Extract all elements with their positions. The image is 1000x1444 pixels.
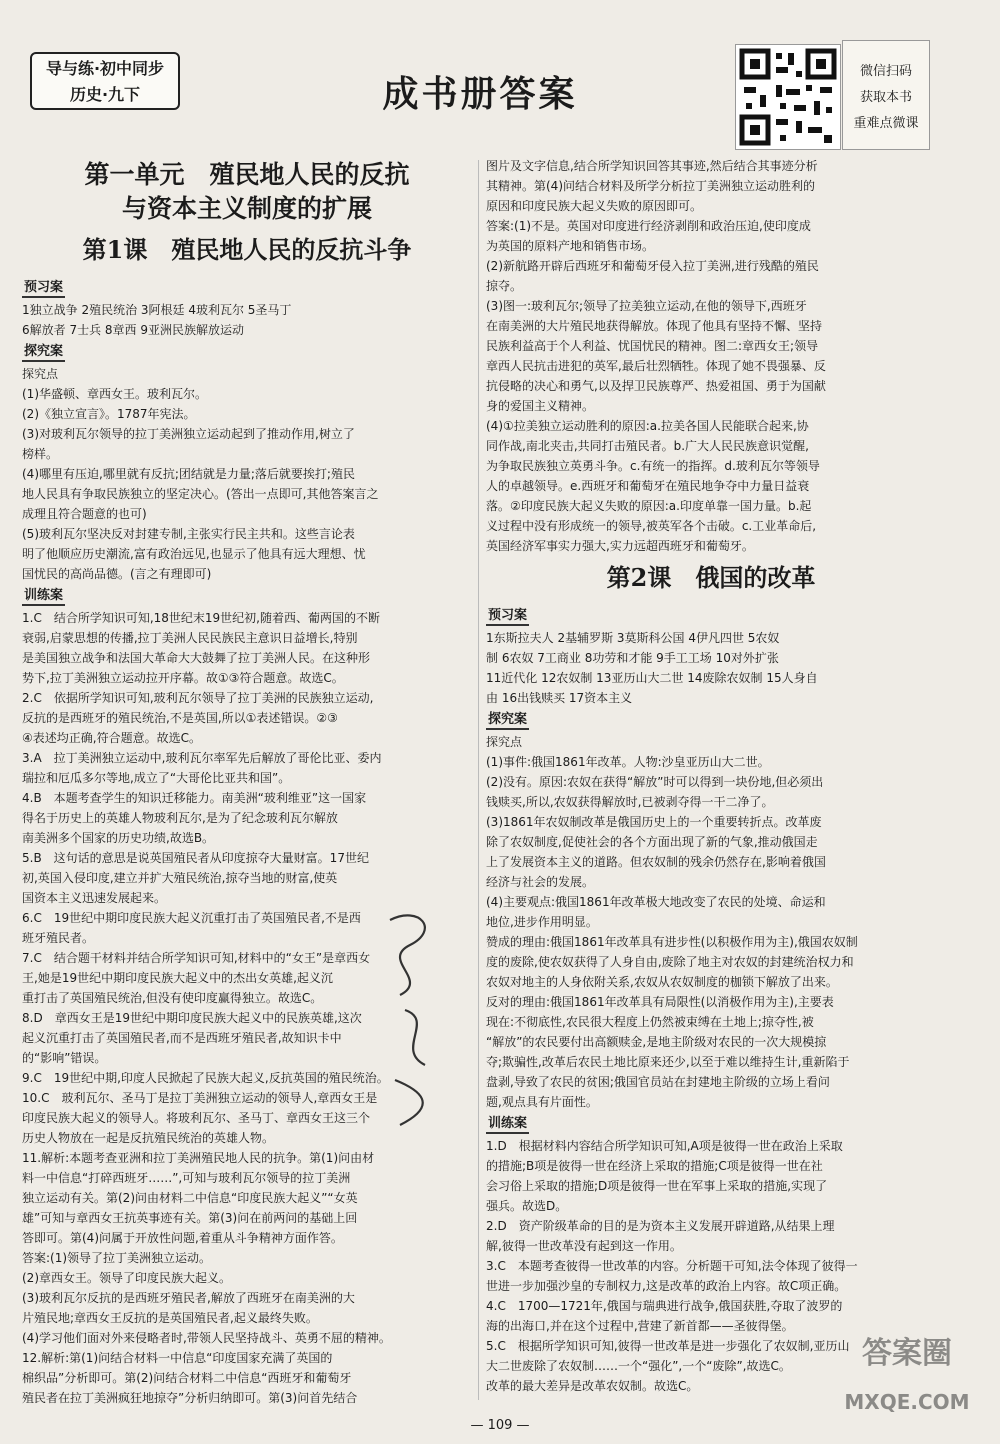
answer-line: 南美洲多个国家的历史功绩,故选B。: [22, 831, 215, 845]
answer-line: (3)玻利瓦尔反抗的是西班牙殖民者,解放了西班牙在南美洲的大: [22, 1291, 355, 1305]
answer-line: 同作战,南北夹击,共同打击殖民者。b.广大人民民族意识觉醒,: [486, 439, 809, 453]
answer-line: 的措施;B项是彼得一世在经济上采取的措施;C项是彼得一世在社: [486, 1159, 823, 1173]
answer-line: 5.C 根据所学知识可知,彼得一世改革是进一步强化了农奴制,亚历山: [486, 1339, 850, 1353]
answer-line: 身的爱国主义精神。: [486, 399, 595, 413]
answer-line: 题,观点具有片面性。: [486, 1095, 598, 1109]
answer-line: 10.C 玻利瓦尔、圣马丁是拉丁美洲独立运动的领导人,章西女王是: [22, 1091, 378, 1105]
answer-line: 势下,拉丁美洲独立运动拉开序幕。故①③符合题意。故选C。: [22, 671, 344, 685]
right-sections: [486, 604, 936, 1396]
answer-line: 强兵。故选D。: [486, 1199, 568, 1213]
section-tag: 预习案: [22, 280, 65, 298]
answer-line: 7.C 结合题干材料并结合所学知识可知,材料中的“女王”是章西女: [22, 951, 371, 965]
answer-line: 王,她是19世纪中期印度民族大起义中的杰出女英雄,起义沉: [22, 971, 333, 985]
answer-line: 棉织品”分析即可。第(2)问结合材料二中信息“西班牙和葡萄牙: [22, 1371, 352, 1385]
answer-line: 6解放者 7士兵 8章西 9亚洲民族解放运动: [22, 323, 244, 337]
answer-line: 1.C 结合所学知识可知,18世纪末19世纪初,随着西、葡两国的不断: [22, 611, 380, 625]
answer-line: 英国经济军事实力强大,实力远超西班牙和葡萄牙。: [486, 539, 754, 553]
left-column: [22, 156, 472, 1405]
qr-code-icon[interactable]: [735, 44, 841, 150]
answer-line: (1)华盛顿、章西女王。玻利瓦尔。: [22, 387, 207, 401]
answer-line: 钱赎买,所以,农奴获得解放时,已被剥夺得一干二净了。: [486, 795, 774, 809]
answer-line: 改革的最大差异是改革农奴制。故选C。: [486, 1379, 699, 1393]
qr-caption: [842, 40, 930, 150]
answer-line: 世进一步加强沙皇的专制权力,这是改革的政治上内容。故C项正确。: [486, 1279, 847, 1293]
answer-line: (4)主要观点:俄国1861年改革极大地改变了农民的处境、命运和: [486, 895, 826, 909]
answer-line: 2.C 依据所学知识可知,玻利瓦尔领导了拉丁美洲的民族独立运动,: [22, 691, 374, 705]
answer-line: 料一中信息“打碎西班牙……”,可知与玻利瓦尔领导的拉丁美洲: [22, 1171, 351, 1185]
watermark-url: MXQE.COM: [844, 1390, 970, 1414]
answer-line: 会习俗上采取的措施;D项是彼得一世在军事上采取的措施,实现了: [486, 1179, 828, 1193]
answer-line: 夺;欺骗性,改革后农民土地比原来还少,以至于难以维持生计,重新陷于: [486, 1055, 850, 1069]
answer-line: 反对的理由:俄国1861年改革具有局限性(以消极作用为主),主要表: [486, 995, 834, 1009]
answer-line: 大二世废除了农奴制……一个“强化”,一个“废除”,故选C。: [486, 1359, 791, 1373]
answer-line: ④表述均正确,符合题意。故选C。: [22, 731, 201, 745]
answer-line: 章西人民抗击进犯的英军,最后壮烈牺牲。体现了她不畏强暴、反: [486, 359, 826, 373]
answer-line: 其精神。第(4)问结合材料及所学分析拉丁美洲独立运动胜利的: [486, 179, 816, 193]
answer-line: 为英国的原料产地和销售市场。: [486, 239, 655, 253]
answer-line: 图片及文字信息,结合所学知识回答其事迹,然后结合其事迹分析: [486, 159, 818, 173]
page-number: — 109 —: [470, 1418, 530, 1433]
section-tag: 训练案: [22, 588, 65, 606]
answer-line: 上了发展资本主义的道路。但农奴制的残余仍然存在,影响着俄国: [486, 855, 826, 869]
answer-line: 1独立战争 2殖民统治 3阿根廷 4玻利瓦尔 5圣马丁: [22, 303, 292, 317]
answer-line: 解,彼得一世改革没有起到这一作用。: [486, 1239, 682, 1253]
section-tag: 探究案: [22, 344, 65, 362]
answer-line: 印度民族大起义的领导人。将玻利瓦尔、圣马丁、章西女王这三个: [22, 1111, 371, 1125]
book-series-badge: [30, 52, 180, 110]
left-sections: [22, 276, 472, 1408]
column-divider: [478, 160, 479, 1400]
lesson-2-title: 第2课 俄国的改革: [606, 563, 816, 592]
answer-line: 是美国独立战争和法国大革命大大鼓舞了拉丁美洲人民。在这种形: [22, 651, 371, 665]
answer-line: 重打击了英国殖民统治,但没有使印度赢得独立。故选C。: [22, 991, 323, 1005]
section-tag: 训练案: [486, 1116, 529, 1134]
answer-line: 3.C 本题考查彼得一世改革的内容。分析题干可知,法令体现了彼得一: [486, 1259, 858, 1273]
answer-line: 1东斯拉夫人 2基辅罗斯 3莫斯科公国 4伊凡四世 5农奴: [486, 631, 780, 645]
answer-line: (2)没有。原因:农奴在获得“解放”时可以得到一块份地,但必须出: [486, 775, 824, 789]
answer-line: 盘剥,导致了农民的贫困;俄国官员站在封建地主阶级的立场上看问: [486, 1075, 830, 1089]
answer-line: 雄”可知与章西女王抗英事迹有关。第(3)问在前两问的基础上回: [22, 1211, 358, 1225]
answer-line: 现在:不彻底性,农民很大程度上仍然被束缚在土地上;掠夺性,被: [486, 1015, 814, 1029]
answer-line: (1)事件:俄国1861年改革。人物:沙皇亚历山大二世。: [486, 755, 770, 769]
lesson-1-title: 第1课 殖民地人民的反抗斗争: [82, 235, 412, 264]
answer-line: 制 6农奴 7工商业 8功劳和才能 9手工工场 10对外扩张: [486, 651, 779, 665]
answer-line: 片殖民地;章西女王反抗的是英国殖民者,起义最终失败。: [22, 1311, 318, 1325]
answer-line: 4.B 本题考查学生的知识迁移能力。南美洲“玻利维亚”这一国家: [22, 791, 367, 805]
answer-line: 国忧民的高尚品德。(言之有理即可): [22, 567, 212, 581]
answer-line: 历史人物放在一起是反抗殖民统治的英雄人物。: [22, 1131, 275, 1145]
answer-line: 1.D 根据材料内容结合所学知识可知,A项是彼得一世在政治上采取: [486, 1139, 843, 1153]
badge-subject-text: 历史·九下: [69, 85, 141, 104]
answer-line: 抗侵略的决心和勇气,以及捍卫民族尊严、热爱祖国、勇于为国献: [486, 379, 826, 393]
answer-line: (3)图一:玻利瓦尔;领导了拉美独立运动,在他的领导下,西班牙: [486, 299, 807, 313]
answer-line: (4)①拉美独立运动胜利的原因:a.拉美各国人民能联合起来,协: [486, 419, 809, 433]
answer-line: 明了他顺应历史潮流,富有政治远见,也显示了他具有远大理想、忧: [22, 547, 366, 561]
answer-line: 11.解析:本题考查亚洲和拉丁美洲殖民地人民的抗争。第(1)问由材: [22, 1151, 375, 1165]
answer-line: 落。②印度民族大起义失败的原因:a.印度单靠一国力量。b.起: [486, 499, 812, 513]
answer-line: 答案:(1)领导了拉丁美洲独立运动。: [22, 1251, 212, 1265]
qr-caption-line: 获取本书: [859, 90, 912, 105]
answer-line: (2)新航路开辟后西班牙和葡萄牙侵入拉丁美洲,进行残酷的殖民: [486, 259, 819, 273]
answer-line: 的“影响”错误。: [22, 1051, 107, 1065]
section-tag: 探究案: [486, 712, 529, 730]
answer-line: 掠夺。: [486, 279, 523, 293]
answer-line: 殖民者在拉丁美洲疯狂地掠夺”分析归纳即可。第(3)问首先结合: [22, 1391, 358, 1405]
answer-line: 度的废除,使农奴获得了人身自由,废除了地主对农奴的封建统治权力和: [486, 955, 854, 969]
answer-line: (4)学习他们面对外来侵略者时,带领人民坚持战斗、英勇不屈的精神。: [22, 1331, 391, 1345]
answer-line: 榜样。: [22, 447, 59, 461]
answer-line: 除了农奴制度,促使社会的各个方面出现了新的气象,推动俄国走: [486, 835, 818, 849]
answer-line: 经济与社会的发展。: [486, 875, 595, 889]
answer-line: 12.解析:第(1)问结合材料一中信息“印度国家充满了英国的: [22, 1351, 333, 1365]
answer-line: 人的卓越领导。e.西班牙和葡萄牙在殖民地争夺中力量日益衰: [486, 479, 810, 493]
answer-line: 农奴对地主的人身依附关系,农奴从农奴制度的枷锁下解放了出来。: [486, 975, 838, 989]
answer-line: “解放”的农民要付出高额赎金,是地主阶级对农民的一次大规模掠: [486, 1035, 827, 1049]
answer-line: 由 16出钱赎买 17资本主义: [486, 691, 633, 705]
answer-line: 8.D 章西女王是19世纪中期印度民族大起义中的民族英雄,这次: [22, 1011, 362, 1025]
answer-line: 初,英国入侵印度,建立并扩大殖民统治,掠夺当地的财富,使英: [22, 871, 338, 885]
answer-line: 得名于历史上的英雄人物玻利瓦尔,是为了纪念玻利瓦尔解放: [22, 811, 338, 825]
answer-line: 3.A 拉丁美洲独立运动中,玻利瓦尔率军先后解放了哥伦比亚、委内: [22, 751, 382, 765]
answer-line: (2)《独立宣言》。1787年宪法。: [22, 407, 196, 421]
section-tag: 预习案: [486, 608, 529, 626]
answer-line: 瑞拉和厄瓜多尔等地,成立了“大哥伦比亚共和国”。: [22, 771, 291, 785]
answer-line: 9.C 19世纪中期,印度人民掀起了民族大起义,反抗英国的殖民统治。: [22, 1071, 389, 1085]
answer-line: 2.D 资产阶级革命的目的是为资本主义发展开辟道路,从结果上理: [486, 1219, 835, 1233]
answer-line: (3)1861年农奴制改革是俄国历史上的一个重要转折点。改革废: [486, 815, 822, 829]
answer-line: 为争取民族独立英勇斗争。c.有统一的指挥。d.玻利瓦尔等领导: [486, 459, 820, 473]
qr-caption-line: 重难点微课: [853, 116, 919, 131]
answer-line: 在南美洲的大片殖民地获得解放。体现了他具有坚持不懈、坚持: [486, 319, 823, 333]
answer-line: 起义沉重打击了英国殖民者,而不是西班牙殖民者,故知识卡中: [22, 1031, 342, 1045]
answer-line: 原因和印度民族大起义失败的原因即可。: [486, 199, 703, 213]
answer-line: 探究点: [22, 367, 59, 381]
right-column: [486, 156, 936, 1396]
badge-series-text: 导与练·初中同步: [45, 59, 165, 78]
answer-line: 成理且符合题意的也可): [22, 507, 147, 521]
unit-title-line: 第一单元 殖民地人民的反抗: [84, 160, 410, 189]
answer-line: 海的出海口,并在这个过程中,营建了新首都——圣彼得堡。: [486, 1319, 794, 1333]
page-title: 成书册答案: [382, 73, 578, 115]
answer-line: 探究点: [486, 735, 523, 749]
answer-line: (3)对玻利瓦尔领导的拉丁美洲独立运动起到了推动作用,树立了: [22, 427, 355, 441]
answer-line: 班牙殖民者。: [22, 931, 95, 945]
unit-title-line: 与资本主义制度的扩展: [121, 194, 372, 223]
answer-line: 地位,进步作用明显。: [486, 915, 598, 929]
qr-caption-line: 微信扫码: [859, 64, 912, 79]
answer-line: 反抗的是西班牙的殖民统治,不是英国,所以①表述错误。②③: [22, 711, 338, 725]
answer-line: 答案:(1)不是。英国对印度进行经济剥削和政治压迫,使印度成: [486, 219, 811, 233]
answer-line: 国资本主义迅速发展起来。: [22, 891, 167, 905]
answer-line: 地人民具有争取民族独立的坚定决心。(答出一点即可,其他答案言之: [22, 487, 379, 501]
answer-line: 义过程中没有形成统一的领导,被英军各个击破。c.工业革命后,: [486, 519, 817, 533]
right-top-continuation: [486, 156, 936, 556]
watermark-text: 答案圈: [862, 1336, 952, 1371]
answer-line: (2)章西女王。领导了印度民族大起义。: [22, 1271, 231, 1285]
answer-line: 民族利益高于个人利益、忧国忧民的精神。图二:章西女王;领导: [486, 339, 819, 353]
answer-line: (5)玻利瓦尔坚决反对封建专制,主张实行民主共和。这些言论表: [22, 527, 355, 541]
answer-line: 答即可。第(4)问属于开放性问题,着重从斗争精神方面作答。: [22, 1231, 343, 1245]
answer-line: 11近代化 12农奴制 13亚历山大二世 14废除农奴制 15人身自: [486, 671, 818, 685]
answer-line: 独立运动有关。第(2)问由材料二中信息“印度民族大起义”“女英: [22, 1191, 358, 1205]
unit-title: [22, 158, 472, 226]
answer-line: 衰弱,启蒙思想的传播,拉丁美洲人民民族民主意识日益增长,特别: [22, 631, 358, 645]
answer-line: 5.B 这句话的意思是说英国殖民者从印度掠夺大量财富。17世纪: [22, 851, 369, 865]
answer-line: 6.C 19世纪中期印度民族大起义沉重打击了英国殖民者,不是西: [22, 911, 361, 925]
answer-line: 赞成的理由:俄国1861年改革具有进步性(以积极作用为主),俄国农奴制: [486, 935, 858, 949]
answer-line: (4)哪里有压迫,哪里就有反抗;团结就是力量;落后就要挨打;殖民: [22, 467, 355, 481]
answer-line: 4.C 1700—1721年,俄国与瑞典进行战争,俄国获胜,夺取了波罗的: [486, 1299, 843, 1313]
